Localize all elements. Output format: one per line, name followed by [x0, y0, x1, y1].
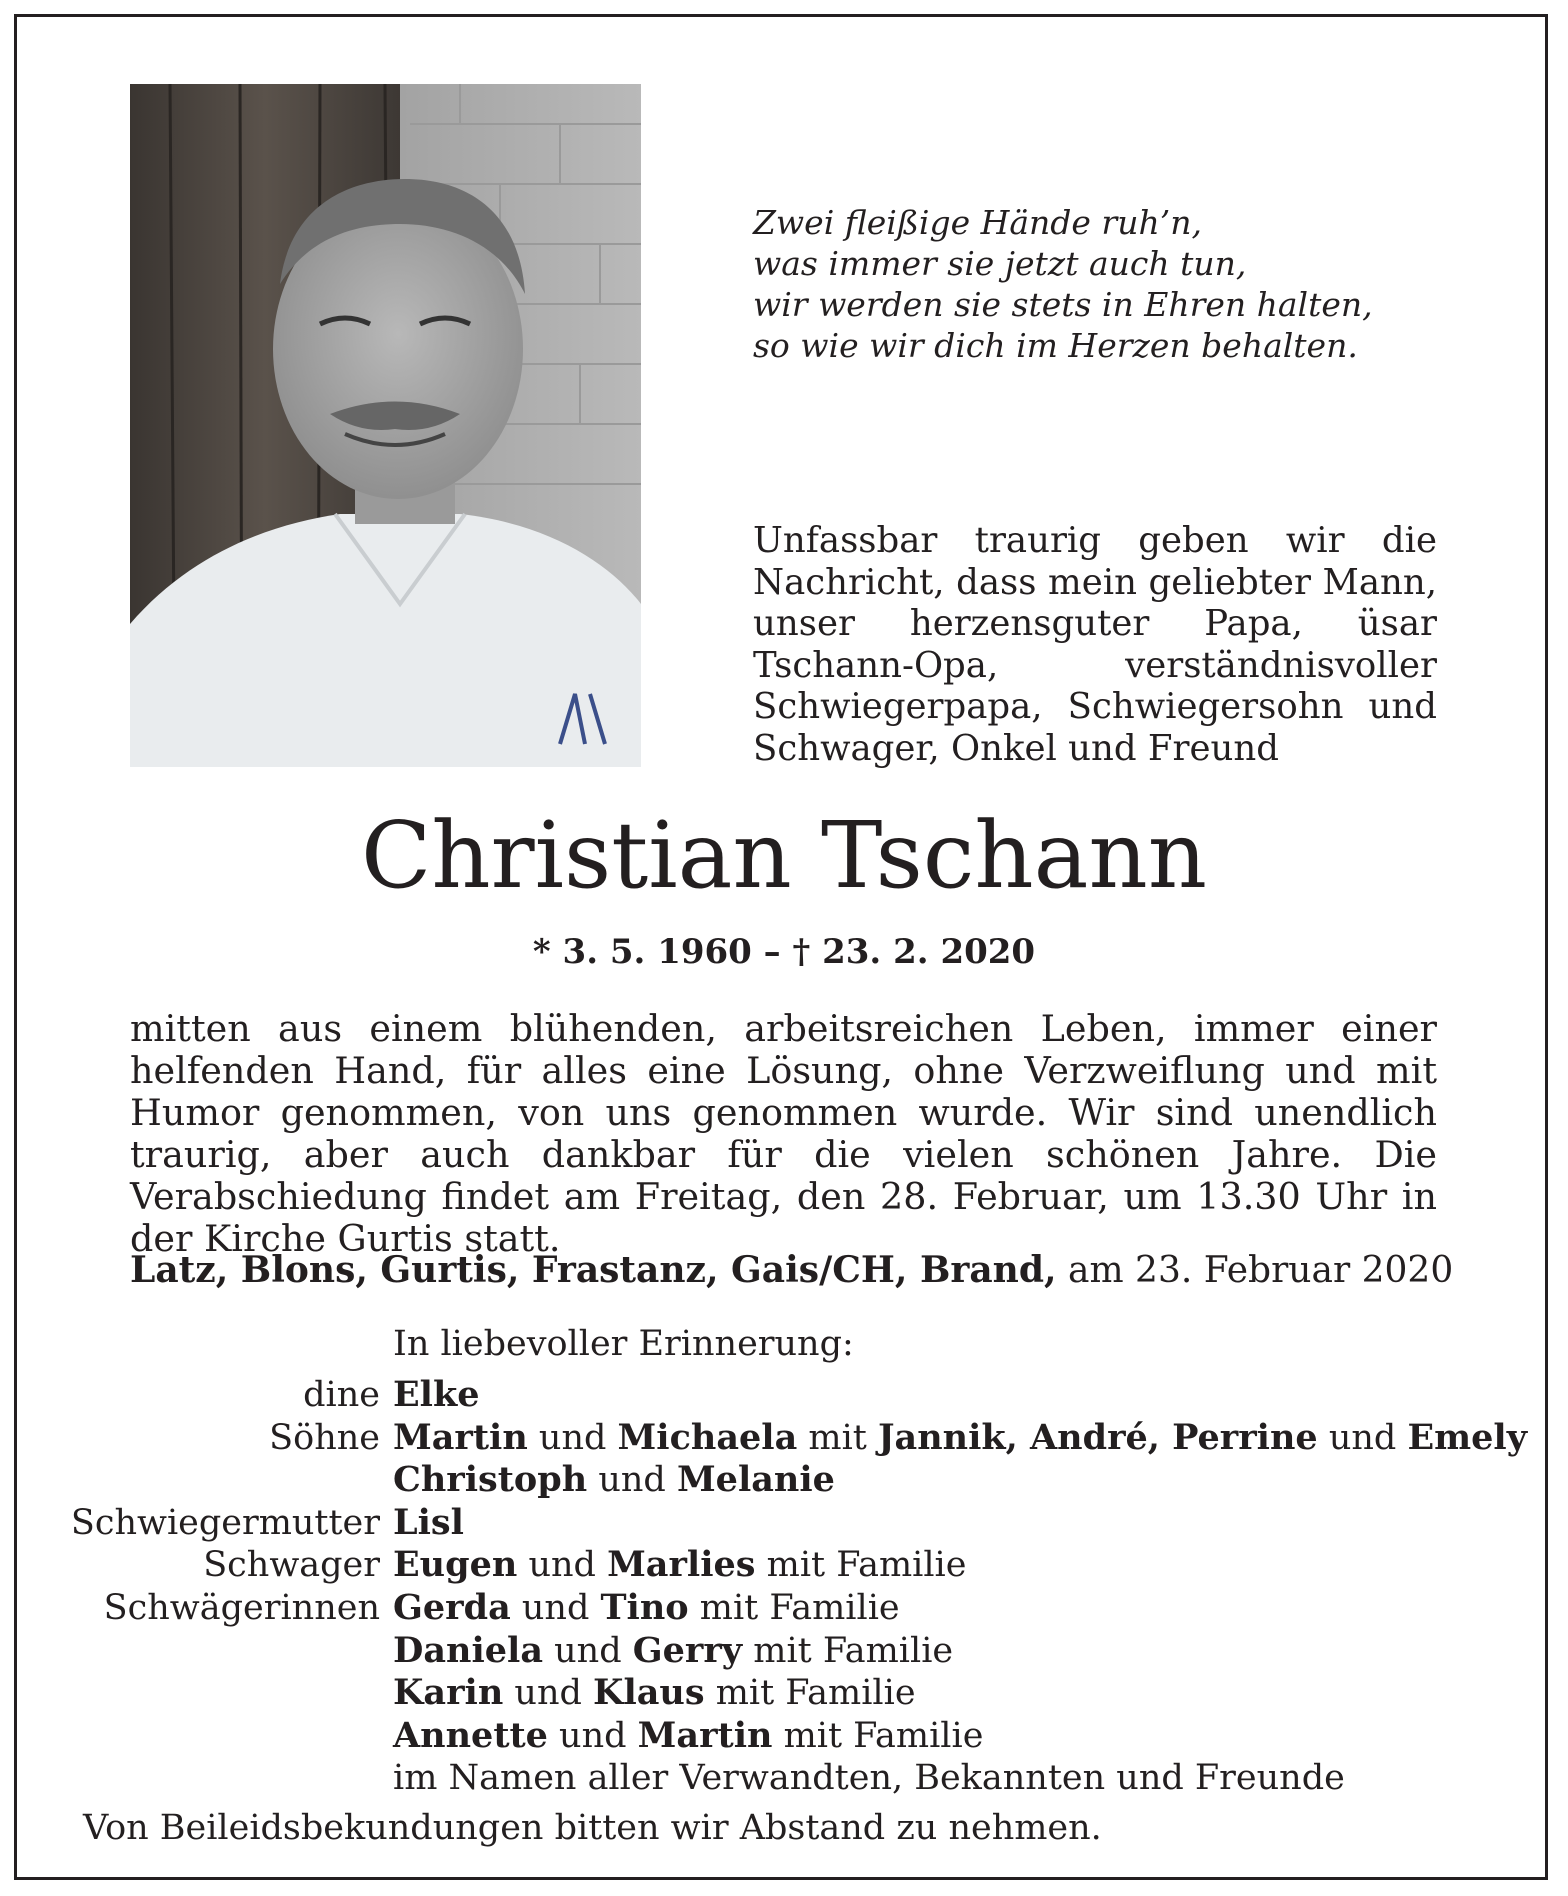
mourner-row	[0, 1544, 1568, 1587]
mourner-name: Gerry	[632, 1629, 743, 1671]
connector-text: und	[587, 1460, 677, 1501]
portrait-photo	[130, 84, 641, 767]
deceased-name: Christian Tschann	[360, 802, 1207, 909]
mourner-names	[393, 1417, 1527, 1460]
mourner-name: Michaela	[617, 1416, 798, 1458]
mourner-name: Daniela	[393, 1629, 544, 1671]
connector-text: und	[1317, 1417, 1408, 1458]
connector-text: und	[517, 1545, 608, 1586]
mourner-row	[0, 1757, 1568, 1800]
places: Latz, Blons, Gurtis, Frastanz, Gais/CH, Brand,	[130, 1249, 1057, 1291]
body-text: mitten aus einem blühenden, arbeitsreichen Leben, immer einer helfenden Hand, für alles eine Lösung, ohne Verzweiflung und mit Humor genommen, von uns genommen wurde. Wir sind unendlich traurig, aber auch dankbar für die vielen schönen Jahre. Die Verabschiedung findet am Freitag, den 28. Februar, um 13.30 Uhr in der Kirche Gurtis statt.	[130, 1007, 1437, 1260]
intro-text: Unfassbar traurig geben wir die Nachricht, dass mein geliebter Mann, unser herzensguter Papa, üsar Tschann-Opa, verständnisvoller Schwiegerpapa, Schwiegersohn und Schwager, Onkel und Freund	[753, 520, 1437, 769]
mourner-row	[0, 1459, 1568, 1502]
mourner-names	[393, 1374, 480, 1417]
mourner-name: Jannik, André, Perrine	[877, 1416, 1318, 1458]
place-date-line	[130, 1248, 1453, 1293]
mourner-names	[393, 1630, 953, 1673]
mourner-name: Martin	[637, 1714, 773, 1756]
family-list	[0, 1374, 1568, 1800]
mourner-names	[393, 1715, 983, 1758]
life-dates: * 3. 5. 1960 – † 23. 2. 2020	[532, 932, 1036, 972]
mourner-names	[393, 1544, 966, 1587]
connector-text: mit Familie	[688, 1587, 900, 1628]
poem-line: was immer sie jetzt auch tun,	[753, 244, 1247, 283]
connector-text: und	[543, 1630, 633, 1671]
mourner-name: Lisl	[393, 1501, 464, 1543]
relation-label: Schwägerinnen	[103, 1587, 380, 1628]
connector-text: und	[510, 1587, 601, 1628]
connector-text: mit Familie	[755, 1545, 967, 1586]
connector-text: mit Familie	[772, 1715, 984, 1756]
relation-label: Schwiegermutter	[70, 1502, 380, 1543]
mourner-name: Marlies	[607, 1544, 756, 1586]
poem	[753, 202, 1373, 366]
mourner-row	[0, 1502, 1568, 1545]
relation-label: Söhne	[269, 1417, 380, 1458]
mourner-name: Elke	[393, 1374, 480, 1415]
relation-label: Schwager	[203, 1545, 380, 1586]
connector-text: und	[503, 1673, 594, 1714]
mourner-names	[393, 1672, 916, 1715]
mourner-name: Eugen	[393, 1544, 518, 1586]
connector-text: mit	[797, 1417, 878, 1458]
connector-text: und	[527, 1417, 618, 1458]
poem-line: so wie wir dich im Herzen behalten.	[753, 326, 1358, 365]
connector-text: im Namen aller Verwandten, Bekannten und Freunde	[393, 1758, 1345, 1799]
mourner-name: Gerda	[393, 1586, 511, 1628]
mourner-name: Tino	[600, 1586, 689, 1628]
relation-label: dine	[303, 1375, 380, 1415]
mourner-name: Annette	[393, 1714, 548, 1756]
poem-line: Zwei fleißige Hände ruh’n,	[753, 203, 1202, 242]
mourner-names	[393, 1459, 835, 1502]
mourner-row	[0, 1672, 1568, 1715]
mourner-names	[393, 1587, 900, 1630]
mourner-row	[0, 1417, 1568, 1460]
mourner-row	[0, 1374, 1568, 1417]
mourner-names	[393, 1757, 1345, 1800]
mourner-name: Melanie	[676, 1459, 835, 1501]
connector-text: und	[547, 1715, 638, 1756]
announcement-date: am 23. Februar 2020	[1068, 1250, 1454, 1291]
mourner-names	[393, 1502, 464, 1545]
memory-heading: In liebevoller Erinnerung:	[393, 1324, 854, 1364]
connector-text: mit Familie	[742, 1630, 954, 1671]
mourner-name: Christoph	[393, 1459, 588, 1501]
closing-note: Von Beileidsbekundungen bitten wir Abstand zu nehmen.	[83, 1808, 1102, 1848]
mourner-name: Klaus	[593, 1672, 705, 1714]
mourner-row	[0, 1587, 1568, 1630]
mourner-name: Karin	[393, 1672, 504, 1714]
mourner-name: Martin	[393, 1416, 528, 1458]
connector-text: mit Familie	[704, 1673, 916, 1714]
mourner-name: Emely	[1407, 1416, 1528, 1458]
mourner-row	[0, 1715, 1568, 1758]
poem-line: wir werden sie stets in Ehren halten,	[753, 285, 1373, 324]
mourner-row	[0, 1630, 1568, 1673]
